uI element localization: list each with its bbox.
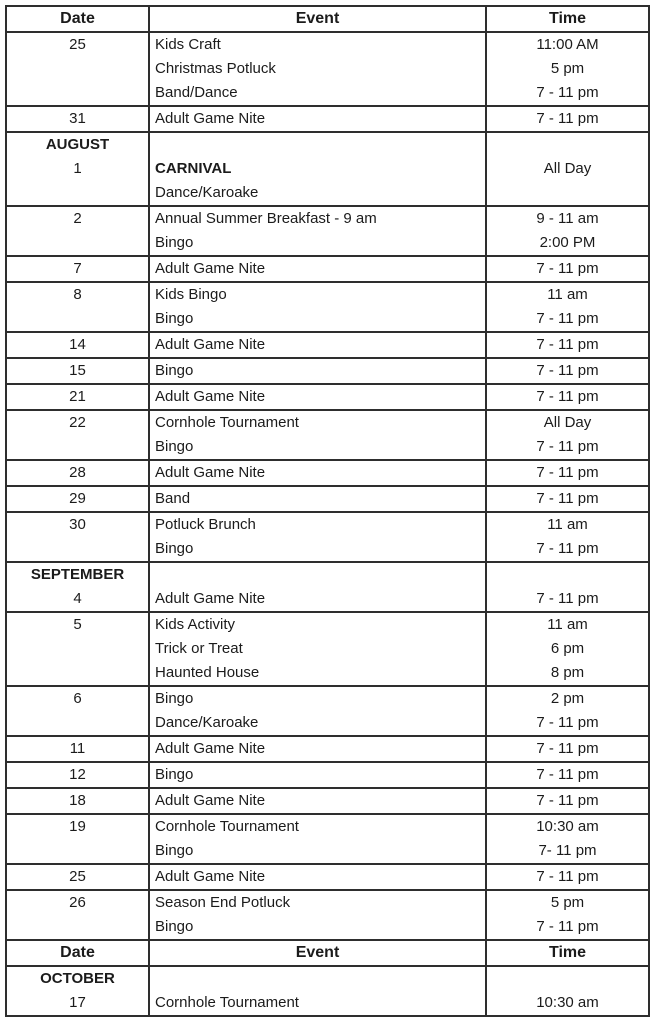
- column-header-row: [6, 6, 649, 32]
- time-cell: [486, 132, 649, 206]
- time-text: 7 - 11 pm: [536, 438, 599, 455]
- date-cell: [6, 32, 149, 106]
- time-cell: [486, 512, 649, 562]
- date-cell: [6, 410, 149, 460]
- event-cell: [149, 32, 486, 106]
- event-text: Cornhole Tournament: [155, 818, 299, 835]
- event-text: Season End Potluck: [155, 894, 291, 911]
- event-text: Annual Summer Breakfast - 9 am: [155, 210, 377, 227]
- date-text: AUGUST: [45, 136, 110, 153]
- event-row: [6, 106, 649, 132]
- time-text: 7 - 11 pm: [536, 714, 599, 731]
- event-text: Haunted House: [155, 664, 260, 681]
- time-text: [487, 967, 648, 991]
- event-text: Adult Game Nite: [155, 464, 266, 481]
- time-text: 7 - 11 pm: [536, 590, 599, 607]
- event-row: [6, 814, 649, 864]
- date-text: 2: [73, 210, 82, 227]
- date-text: [7, 81, 148, 105]
- column-header-date: Date: [6, 940, 149, 966]
- event-text: Adult Game Nite: [155, 260, 266, 277]
- date-text: [7, 637, 148, 661]
- date-text: [7, 915, 148, 939]
- date-cell: [6, 788, 149, 814]
- date-text: 8: [73, 286, 82, 303]
- event-row: [6, 384, 649, 410]
- event-cell: [149, 460, 486, 486]
- event-text: Bingo: [155, 540, 194, 557]
- event-cell: [149, 562, 486, 612]
- event-text: Cornhole Tournament: [155, 994, 299, 1011]
- date-text: OCTOBER: [40, 970, 115, 987]
- event-row: [6, 206, 649, 256]
- time-text: 5 pm: [550, 60, 585, 77]
- date-cell: [6, 562, 149, 612]
- time-text: 11 am: [547, 516, 588, 533]
- date-text: 21: [69, 388, 86, 405]
- time-cell: [486, 814, 649, 864]
- column-header-event: Event: [149, 6, 486, 32]
- date-text: [7, 57, 148, 81]
- event-row: [6, 890, 649, 940]
- event-text: Adult Game Nite: [155, 336, 266, 353]
- date-text: 15: [69, 362, 86, 379]
- event-row: [6, 562, 649, 612]
- time-text: 11:00 AM: [536, 36, 599, 53]
- date-cell: [6, 512, 149, 562]
- time-cell: [486, 410, 649, 460]
- date-cell: [6, 206, 149, 256]
- event-text: [150, 967, 485, 991]
- time-text: 11 am: [547, 286, 588, 303]
- event-text: Bingo: [155, 438, 194, 455]
- event-cell: [149, 864, 486, 890]
- time-cell: [486, 612, 649, 686]
- date-cell: [6, 106, 149, 132]
- event-cell: [149, 256, 486, 282]
- event-cell: [149, 890, 486, 940]
- column-header-event: Event: [149, 940, 486, 966]
- event-row: [6, 410, 649, 460]
- event-cell: [149, 132, 486, 206]
- event-row: [6, 282, 649, 332]
- event-text: Kids Craft: [155, 36, 221, 53]
- time-text: 7 - 11 pm: [536, 868, 599, 885]
- time-cell: [486, 282, 649, 332]
- event-text: Bingo: [155, 362, 194, 379]
- event-text: Bingo: [155, 690, 194, 707]
- date-text: 18: [69, 792, 86, 809]
- event-cell: [149, 282, 486, 332]
- time-text: All Day: [543, 414, 592, 431]
- date-text: 25: [69, 36, 86, 53]
- time-text: 2 pm: [550, 690, 585, 707]
- event-cell: [149, 612, 486, 686]
- event-text: Band: [155, 490, 191, 507]
- time-text: 9 - 11 am: [536, 210, 599, 227]
- event-cell: [149, 814, 486, 864]
- event-row: [6, 32, 649, 106]
- time-cell: [486, 332, 649, 358]
- event-cell: [149, 332, 486, 358]
- date-text: [7, 435, 148, 459]
- column-header-time: Time: [486, 6, 649, 32]
- event-cell: [149, 384, 486, 410]
- time-text: 5 pm: [550, 894, 585, 911]
- event-text: Dance/Karoake: [155, 184, 259, 201]
- event-text: Cornhole Tournament: [155, 414, 299, 431]
- event-row: [6, 612, 649, 686]
- date-cell: [6, 460, 149, 486]
- date-text: 29: [69, 490, 86, 507]
- event-row: [6, 486, 649, 512]
- event-row: [6, 966, 649, 1016]
- date-text: 12: [69, 766, 86, 783]
- time-cell: [486, 890, 649, 940]
- time-text: 7 - 11 pm: [536, 362, 599, 379]
- date-text: [7, 307, 148, 331]
- time-text: 10:30 am: [536, 818, 599, 835]
- date-text: [7, 231, 148, 255]
- date-text: [7, 711, 148, 735]
- event-text: Potluck Brunch: [155, 516, 256, 533]
- time-cell: [486, 736, 649, 762]
- column-header-date: Date: [6, 6, 149, 32]
- date-cell: [6, 762, 149, 788]
- event-text: Dance/Karoake: [155, 714, 259, 731]
- event-cell: [149, 486, 486, 512]
- time-text: 7 - 11 pm: [536, 490, 599, 507]
- date-cell: [6, 612, 149, 686]
- column-header-time: Time: [486, 940, 649, 966]
- time-text: 7- 11 pm: [538, 842, 597, 859]
- date-text: 30: [69, 516, 86, 533]
- date-text: 17: [69, 994, 86, 1011]
- time-text: 7 - 11 pm: [536, 260, 599, 277]
- events-table: [5, 5, 650, 1017]
- date-cell: [6, 736, 149, 762]
- date-text: [7, 839, 148, 863]
- time-cell: [486, 762, 649, 788]
- event-row: [6, 736, 649, 762]
- event-text: Adult Game Nite: [155, 590, 266, 607]
- time-cell: [486, 256, 649, 282]
- date-text: 28: [69, 464, 86, 481]
- event-text: [150, 563, 485, 587]
- event-cell: [149, 686, 486, 736]
- time-text: 7 - 11 pm: [536, 740, 599, 757]
- time-text: 7 - 11 pm: [536, 540, 599, 557]
- time-text: 8 pm: [550, 664, 585, 681]
- event-row: [6, 132, 649, 206]
- time-text: 7 - 11 pm: [536, 84, 599, 101]
- date-text: 6: [73, 690, 82, 707]
- time-text: [487, 133, 648, 157]
- date-cell: [6, 132, 149, 206]
- event-row: [6, 686, 649, 736]
- date-cell: [6, 332, 149, 358]
- event-text: Kids Activity: [155, 616, 236, 633]
- date-cell: [6, 256, 149, 282]
- event-row: [6, 332, 649, 358]
- column-header-row: [6, 940, 649, 966]
- time-text: 7 - 11 pm: [536, 766, 599, 783]
- date-text: 4: [73, 590, 82, 607]
- time-text: [487, 563, 648, 587]
- date-text: [7, 537, 148, 561]
- time-cell: [486, 966, 649, 1016]
- event-text: Adult Game Nite: [155, 792, 266, 809]
- event-cell: [149, 206, 486, 256]
- event-row: [6, 460, 649, 486]
- event-cell: [149, 966, 486, 1016]
- time-cell: [486, 32, 649, 106]
- time-cell: [486, 864, 649, 890]
- event-row: [6, 762, 649, 788]
- date-text: 11: [69, 740, 86, 757]
- date-text: [7, 181, 148, 205]
- date-text: 14: [69, 336, 86, 353]
- time-text: All Day: [543, 160, 592, 177]
- event-cell: [149, 106, 486, 132]
- time-cell: [486, 460, 649, 486]
- time-cell: [486, 486, 649, 512]
- date-text: SEPTEMBER: [30, 566, 125, 583]
- time-cell: [486, 106, 649, 132]
- date-text: 25: [69, 868, 86, 885]
- time-cell: [486, 562, 649, 612]
- events-table-body: [6, 6, 649, 1016]
- event-cell: [149, 410, 486, 460]
- time-text: 7 - 11 pm: [536, 918, 599, 935]
- event-text: Adult Game Nite: [155, 110, 266, 127]
- date-text: 22: [69, 414, 86, 431]
- event-text: Band/Dance: [155, 84, 238, 101]
- time-text: 7 - 11 pm: [536, 792, 599, 809]
- event-row: [6, 788, 649, 814]
- event-row: [6, 512, 649, 562]
- date-text: 5: [73, 616, 82, 633]
- event-text: Bingo: [155, 234, 194, 251]
- time-text: 7 - 11 pm: [536, 110, 599, 127]
- event-text: Bingo: [155, 918, 194, 935]
- time-cell: [486, 206, 649, 256]
- date-cell: [6, 358, 149, 384]
- event-text: Bingo: [155, 310, 194, 327]
- event-text: Trick or Treat: [155, 640, 243, 657]
- event-text: Bingo: [155, 766, 194, 783]
- date-cell: [6, 486, 149, 512]
- time-text: 7 - 11 pm: [536, 464, 599, 481]
- date-cell: [6, 864, 149, 890]
- date-text: 1: [73, 160, 82, 177]
- event-text: [150, 133, 485, 157]
- event-text: Kids Bingo: [155, 286, 227, 303]
- time-text: 11 am: [547, 616, 588, 633]
- date-cell: [6, 384, 149, 410]
- time-cell: [486, 686, 649, 736]
- event-text: Adult Game Nite: [155, 868, 266, 885]
- event-text: Bingo: [155, 842, 194, 859]
- date-cell: [6, 814, 149, 864]
- event-cell: [149, 512, 486, 562]
- time-cell: [486, 788, 649, 814]
- event-row: [6, 256, 649, 282]
- date-text: [7, 661, 148, 685]
- time-text: 6 pm: [550, 640, 585, 657]
- time-text: [487, 181, 648, 205]
- event-row: [6, 864, 649, 890]
- time-cell: [486, 384, 649, 410]
- time-text: 7 - 11 pm: [536, 388, 599, 405]
- time-text: 7 - 11 pm: [536, 310, 599, 327]
- date-cell: [6, 686, 149, 736]
- time-text: 10:30 am: [536, 994, 599, 1011]
- date-text: 31: [69, 110, 86, 127]
- time-cell: [486, 358, 649, 384]
- event-cell: [149, 358, 486, 384]
- event-row: [6, 358, 649, 384]
- event-cell: [149, 736, 486, 762]
- time-text: 7 - 11 pm: [536, 336, 599, 353]
- date-text: 26: [69, 894, 86, 911]
- date-cell: [6, 282, 149, 332]
- event-cell: [149, 762, 486, 788]
- date-text: 7: [73, 260, 82, 277]
- date-text: 19: [69, 818, 86, 835]
- event-text: Adult Game Nite: [155, 740, 266, 757]
- event-text: Adult Game Nite: [155, 388, 266, 405]
- time-text: 2:00 PM: [539, 234, 596, 251]
- event-cell: [149, 788, 486, 814]
- event-text: CARNIVAL: [155, 160, 232, 177]
- date-cell: [6, 966, 149, 1016]
- event-text: Christmas Potluck: [155, 60, 276, 77]
- date-cell: [6, 890, 149, 940]
